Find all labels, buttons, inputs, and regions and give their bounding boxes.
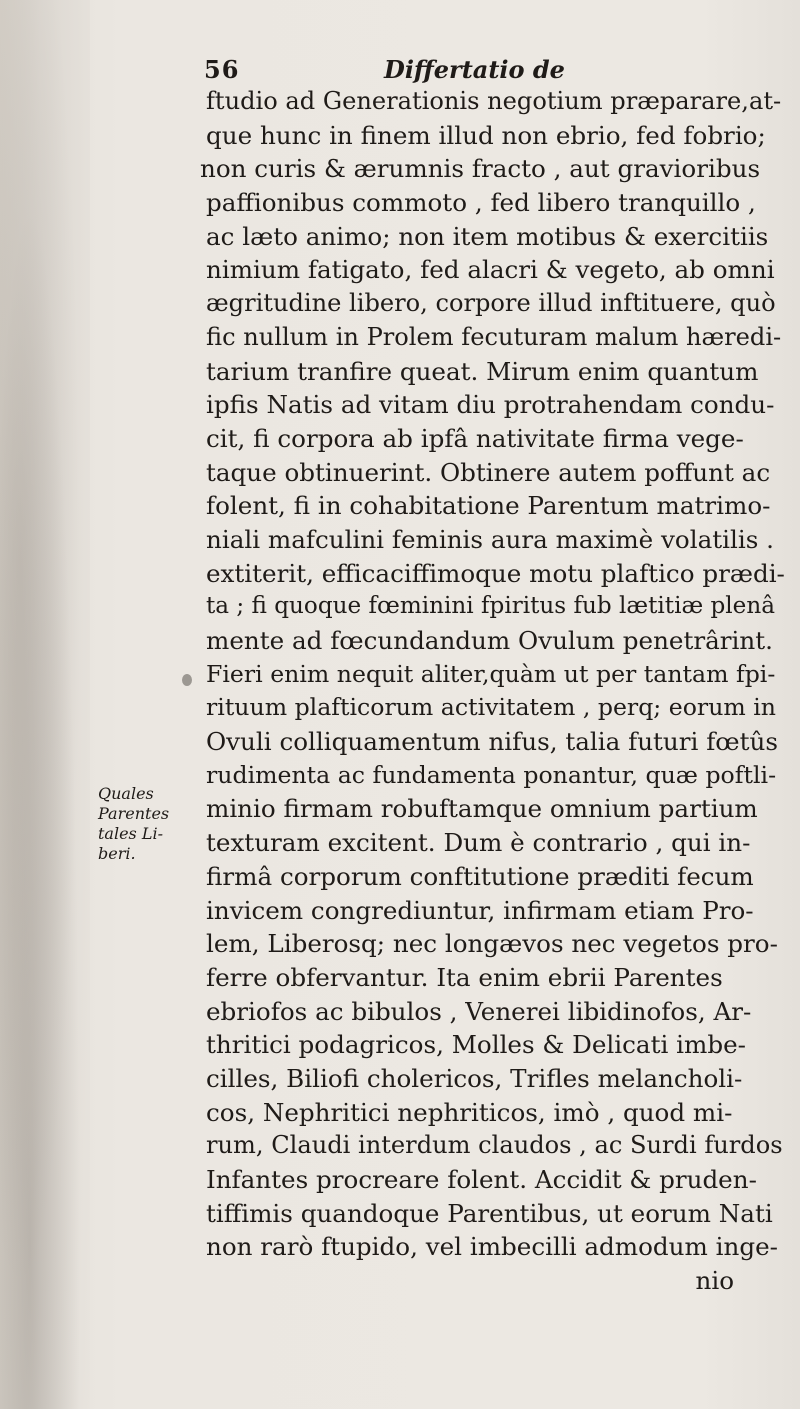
text-line: rum, Claudi interdum claudos , ac Surdi furdos: [206, 1131, 783, 1160]
text-line: mente ad fœcundandum Ovulum penetrârint.: [206, 626, 773, 655]
marginal-note-line: beri.: [98, 844, 136, 863]
text-line: ta ; fi quoque fœminini fpiritus fub lætitiæ plenâ: [206, 593, 775, 620]
text-line: cit, fi corpora ab ipfâ nativitate firma vege-: [206, 423, 744, 453]
text-line: firmâ corporum conftitutione præditi fecum: [206, 861, 754, 891]
text-line: texturam excitent. Dum è contrario , qui in-: [206, 828, 751, 858]
marginal-note: [98, 784, 198, 864]
left-margin-bleed-through: [0, 0, 90, 1409]
text-line: lem, Liberosq; nec longævos nec vegetos pro-: [206, 929, 778, 959]
text-line: ferre obfervantur. Ita enim ebrii Parentes: [206, 962, 723, 992]
text-line: cilles, Biliofi cholericos, Trifles melancholi-: [206, 1063, 743, 1093]
text-line: taque obtinuerint. Obtinere autem poffunt ac: [206, 457, 771, 487]
text-line: invicem congrediuntur, infirmam etiam Pro-: [206, 895, 754, 925]
text-line: ægritudine libero, corpore illud inftituere, quò: [206, 289, 776, 318]
text-line: Ovuli colliquamentum nifus, talia futuri fœtûs: [206, 727, 778, 757]
running-head: Differtatio de: [384, 55, 565, 84]
catchword: nio: [695, 1266, 734, 1296]
text-line: non curis & ærumnis fracto , aut gravioribus: [200, 154, 761, 184]
page-header: [204, 52, 644, 88]
text-line: cos, Nephritici nephriticos, imò , quod mi-: [206, 1097, 733, 1127]
text-line: folent, fi in cohabitatione Parentum matrimo-: [206, 491, 771, 521]
text-line: non rarò ftupido, vel imbecilli admodum inge-: [206, 1232, 778, 1262]
text-line: ipfis Natis ad vitam diu protrahendam condu-: [206, 390, 775, 420]
text-line: thritici podagricos, Molles & Delicati imbe-: [206, 1030, 746, 1060]
text-line: ac læto animo; non item motibus & exercitiis: [206, 221, 769, 251]
page-number: 56: [204, 55, 240, 84]
text-line: rudimenta ac fundamenta ponantur, quæ poftli-: [206, 760, 777, 789]
text-line: paffionibus commoto , fed libero tranquillo ,: [206, 188, 756, 218]
text-line: tarium tranfire queat. Mirum enim quantum: [206, 356, 759, 386]
text-line: minio firmam robuftamque omnium partium: [206, 794, 758, 824]
text-line: Infantes procreare folent. Accidit & pruden-: [206, 1165, 757, 1194]
marginal-note-line: tales Li-: [98, 824, 163, 843]
marginal-note-line: Parentes: [98, 804, 170, 823]
text-line: niali mafculini feminis aura maximè volatilis .: [206, 524, 774, 554]
body-text: [200, 85, 786, 1298]
text-line: Fieri enim nequit aliter,quàm ut per tantam fpi-: [206, 659, 776, 688]
text-line: que hunc in finem illud non ebrio, fed fobrio;: [206, 120, 766, 150]
text-line: nimium fatigato, fed alacri & vegeto, ab omni: [206, 255, 775, 285]
text-line: ebriofos ac bibulos , Venerei libidinofos, Ar-: [206, 996, 752, 1026]
text-line: extiterit, efficaciffimoque motu plaftico prædi-: [206, 558, 785, 588]
ink-spot: [182, 674, 192, 686]
text-line: fic nullum in Prolem fecuturam malum hæredi-: [206, 322, 782, 351]
marginal-note-line: Quales: [98, 784, 154, 803]
text-line: tiffimis quandoque Parentibus, ut eorum Nati: [206, 1198, 773, 1228]
text-line: ftudio ad Generationis negotium præparare,at-: [206, 87, 782, 115]
text-line: rituum plafticorum activitatem , perq; eorum in: [206, 693, 777, 722]
